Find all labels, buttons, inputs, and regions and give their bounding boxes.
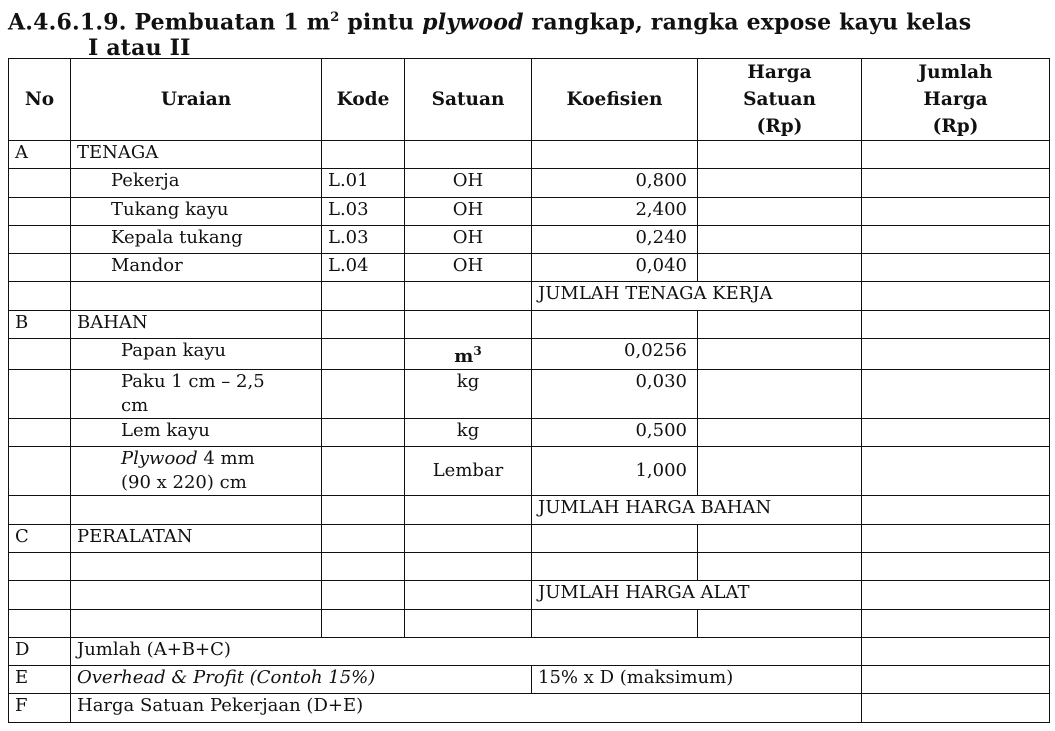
table-row [9, 609, 1050, 637]
table-row [9, 254, 1050, 282]
cell-satuan: OH [405, 254, 532, 282]
table-row [9, 552, 1050, 580]
section-row [9, 524, 1050, 552]
cell-kode: L.03 [322, 225, 405, 253]
subtotal-row [9, 496, 1050, 524]
summary-row [9, 694, 1050, 722]
summary-label: Harga Satuan Pekerjaan (D+E) [71, 694, 862, 722]
cell-uraian: Plywood 4 mm (90 x 220) cm [71, 447, 322, 496]
cell-satuan: Lembar [405, 447, 532, 496]
cell-koefisien: 2,400 [532, 197, 698, 225]
summary-no: F [9, 694, 71, 722]
title-italic: plywood [422, 9, 524, 36]
cell-satuan: OH [405, 225, 532, 253]
header-satuan: Satuan [405, 59, 532, 141]
header-no: No [9, 59, 71, 141]
header-jumlah-harga: Jumlah Harga (Rp) [862, 59, 1050, 141]
cell-koefisien: 1,000 [532, 447, 698, 496]
cell-koefisien: 0,800 [532, 169, 698, 197]
cell-koefisien: 0,040 [532, 254, 698, 282]
header-harga-satuan: Harga Satuan (Rp) [698, 59, 862, 141]
summary-note: 15% x D (maksimum) [532, 666, 862, 694]
table-row [9, 447, 1050, 496]
section-no: C [9, 524, 71, 552]
section-no: A [9, 141, 71, 169]
cell-satuan: $m^3$ [405, 339, 532, 370]
header-kode: Kode [322, 59, 405, 141]
cell-kode: L.04 [322, 254, 405, 282]
section-label: BAHAN [71, 310, 322, 338]
title-superscript: 2 [330, 10, 340, 25]
cell-uraian: Papan kayu [71, 339, 322, 370]
summary-no: D [9, 637, 71, 665]
cell-koefisien: 0,500 [532, 419, 698, 447]
table-row [9, 169, 1050, 197]
cell-uraian: Pekerja [71, 169, 322, 197]
cell-uraian: Tukang kayu [71, 197, 322, 225]
cell-kode: L.03 [322, 197, 405, 225]
page-title [8, 5, 1048, 61]
table-row [9, 339, 1050, 370]
table-header [9, 59, 1050, 141]
cell-uraian: Lem kayu [71, 419, 322, 447]
cell-koefisien: 0,0256 [532, 339, 698, 370]
table-row [9, 370, 1050, 419]
section-label: PERALATAN [71, 524, 322, 552]
cell-satuan: kg [405, 419, 532, 447]
section-row [9, 310, 1050, 338]
table-row [9, 225, 1050, 253]
header-koefisien: Koefisien [532, 59, 698, 141]
summary-label: Jumlah (A+B+C) [71, 637, 862, 665]
cell-kode: L.01 [322, 169, 405, 197]
section-label: TENAGA [71, 141, 322, 169]
title-text-mid: pintu [339, 9, 423, 36]
subtotal-label: JUMLAH HARGA ALAT [532, 581, 862, 609]
subtotal-label: JUMLAH TENAGA KERJA [532, 282, 862, 310]
subtotal-label: JUMLAH HARGA BAHAN [532, 496, 862, 524]
cell-uraian: Kepala tukang [71, 225, 322, 253]
title-text: A.4.6.1.9. Pembuatan 1 m [8, 9, 331, 36]
cell-koefisien: 0,240 [532, 225, 698, 253]
summary-no: E [9, 666, 71, 694]
table-row [9, 419, 1050, 447]
subtotal-row [9, 282, 1050, 310]
cell-satuan: kg [405, 370, 532, 419]
section-row [9, 141, 1050, 169]
cell-uraian: Mandor [71, 254, 322, 282]
header-uraian: Uraian [71, 59, 322, 141]
title-text-suffix: rangkap, rangka expose kayu kelas [523, 9, 972, 36]
section-no: B [9, 310, 71, 338]
ahsp-table [8, 58, 1050, 723]
title-line2: I atau II [88, 35, 191, 62]
summary-label: Overhead & Profit (Contoh 15%) [71, 666, 532, 694]
table-row [9, 197, 1050, 225]
cell-uraian: Paku 1 cm – 2,5 cm [71, 370, 322, 419]
cell-satuan: OH [405, 197, 532, 225]
summary-row [9, 666, 1050, 694]
cell-koefisien: 0,030 [532, 370, 698, 419]
summary-row [9, 637, 1050, 665]
cell-satuan: OH [405, 169, 532, 197]
subtotal-row [9, 581, 1050, 609]
